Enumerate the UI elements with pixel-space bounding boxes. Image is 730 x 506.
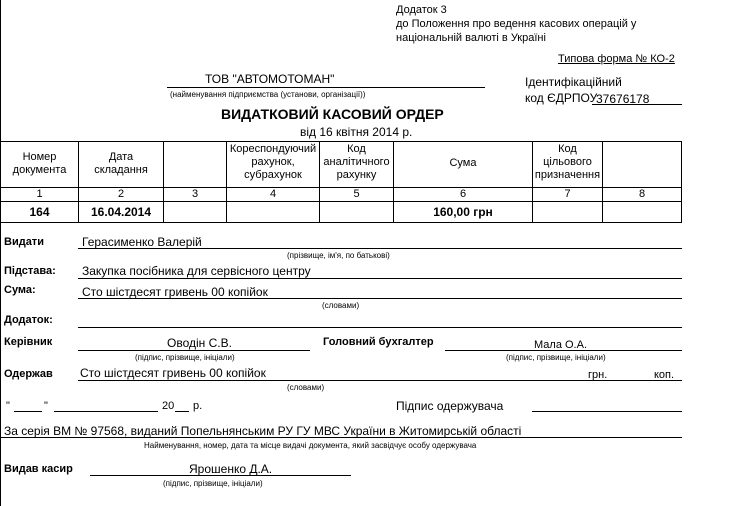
- recipient-signature-label: Підпис одержувача: [396, 399, 504, 413]
- edrpou-underline: [592, 104, 682, 105]
- issue-caption: (прізвище, ім'я, по батькові): [287, 251, 390, 260]
- header-doc-number: Номер документа: [12, 151, 67, 176]
- basis-underline: [78, 278, 682, 279]
- chief-accountant-caption: (підпис, прізвище, ініціали): [506, 353, 606, 362]
- row-date: 16.04.2014: [90, 205, 152, 219]
- received-grn: грн.: [588, 369, 608, 381]
- appendix-line-3: національній валюті в Україні: [396, 32, 546, 44]
- header-date: Дата складання: [94, 151, 148, 176]
- date-month-underline: [54, 411, 158, 412]
- passport-underline: [1, 437, 682, 438]
- date-quote-close: ": [44, 400, 48, 412]
- page-left-border: [0, 0, 1, 506]
- cashier-value: Ярошенко Д.А.: [189, 462, 273, 476]
- head-caption: (підпис, прізвище, ініціали): [135, 353, 235, 362]
- date-year-suffix: р.: [193, 400, 203, 412]
- received-label: Одержав: [4, 368, 53, 380]
- col-number-4: 4: [269, 188, 277, 200]
- passport-line: За серія ВМ № 97568, виданий Попельнянським РУ ГУ МВС України в Житомирській області: [4, 424, 522, 438]
- col-number-5: 5: [353, 188, 360, 200]
- recipient-signature-underline: [532, 411, 682, 412]
- appendix-line-1: Додаток 3: [396, 4, 447, 16]
- organization-underline: [167, 87, 485, 88]
- basis-label: Підстава:: [4, 265, 56, 277]
- issue-value: Герасименко Валерій: [82, 235, 202, 249]
- organization-name: ТОВ "АВТОМОТОМАН": [205, 72, 335, 86]
- passport-caption: Найменування, номер, дата та місце видачі документа, який засвідчує особу одержувача: [144, 441, 477, 450]
- date-year-underline: [175, 411, 189, 412]
- cashier-underline: [90, 475, 351, 476]
- attachment-label: Додаток:: [4, 314, 53, 326]
- sum-caption: (словами): [322, 301, 360, 310]
- id-label-2: код ЄДРПОУ: [525, 91, 598, 105]
- received-kop: коп.: [654, 369, 675, 381]
- chief-accountant-label: Головний бухгалтер: [323, 336, 434, 348]
- header-sum: Сума: [449, 157, 477, 169]
- cashier-caption: (підпис, прізвище, ініціали): [163, 479, 263, 488]
- sum-underline: [78, 298, 682, 299]
- row-doc-number: 164: [29, 205, 50, 219]
- issue-underline: [78, 248, 682, 249]
- document-date: від 16 квітня 2014 р.: [300, 125, 413, 139]
- col-number-7: 7: [564, 188, 571, 200]
- header-purpose-code: Код цільового призначення: [534, 143, 601, 181]
- col-number-8: 8: [638, 188, 646, 200]
- chief-accountant-underline: [445, 350, 682, 351]
- cashier-label: Видав касир: [4, 463, 73, 475]
- sum-label: Сума:: [4, 284, 36, 296]
- row-amount: 160,00 грн: [433, 205, 493, 219]
- edrpou-code: 37676178: [596, 92, 650, 106]
- received-value: Сто шістдесят гривень 00 копійок: [80, 366, 266, 380]
- col-number-2: 2: [117, 188, 125, 200]
- date-quote-open: ": [6, 400, 10, 412]
- appendix-line-2: до Положення про ведення касових операцій у: [396, 18, 637, 30]
- head-underline: [78, 350, 310, 351]
- header-analytic-code: Код аналітичного рахунку: [323, 143, 390, 181]
- col-number-3: 3: [191, 188, 199, 200]
- issue-label: Видати: [4, 236, 44, 248]
- col-number-1: 1: [36, 188, 43, 200]
- head-value: Оводін С.В.: [167, 336, 232, 350]
- date-day-underline: [14, 411, 42, 412]
- date-year-prefix: 20: [162, 400, 175, 412]
- attachment-underline: [78, 327, 682, 328]
- sum-value: Сто шістдесят гривень 00 копійок: [82, 285, 268, 299]
- received-caption: (словами): [287, 383, 325, 392]
- basis-value: Закупка посібника для сервісного центру: [82, 264, 311, 278]
- header-corr-account: Кореспондуючий рахунок, субрахунок: [229, 143, 317, 181]
- chief-accountant-value: Мала О.А.: [534, 339, 588, 351]
- form-type: Типова форма № КО-2: [558, 53, 675, 65]
- document-title: ВИДАТКОВИЙ КАСОВИЙ ОРДЕР: [221, 106, 444, 122]
- head-label: Керівник: [4, 336, 53, 348]
- col-number-6: 6: [459, 188, 467, 200]
- id-label-1: Ідентифікаційний: [525, 75, 622, 89]
- organization-caption: (найменування підприємства (установи, організації)): [170, 90, 366, 99]
